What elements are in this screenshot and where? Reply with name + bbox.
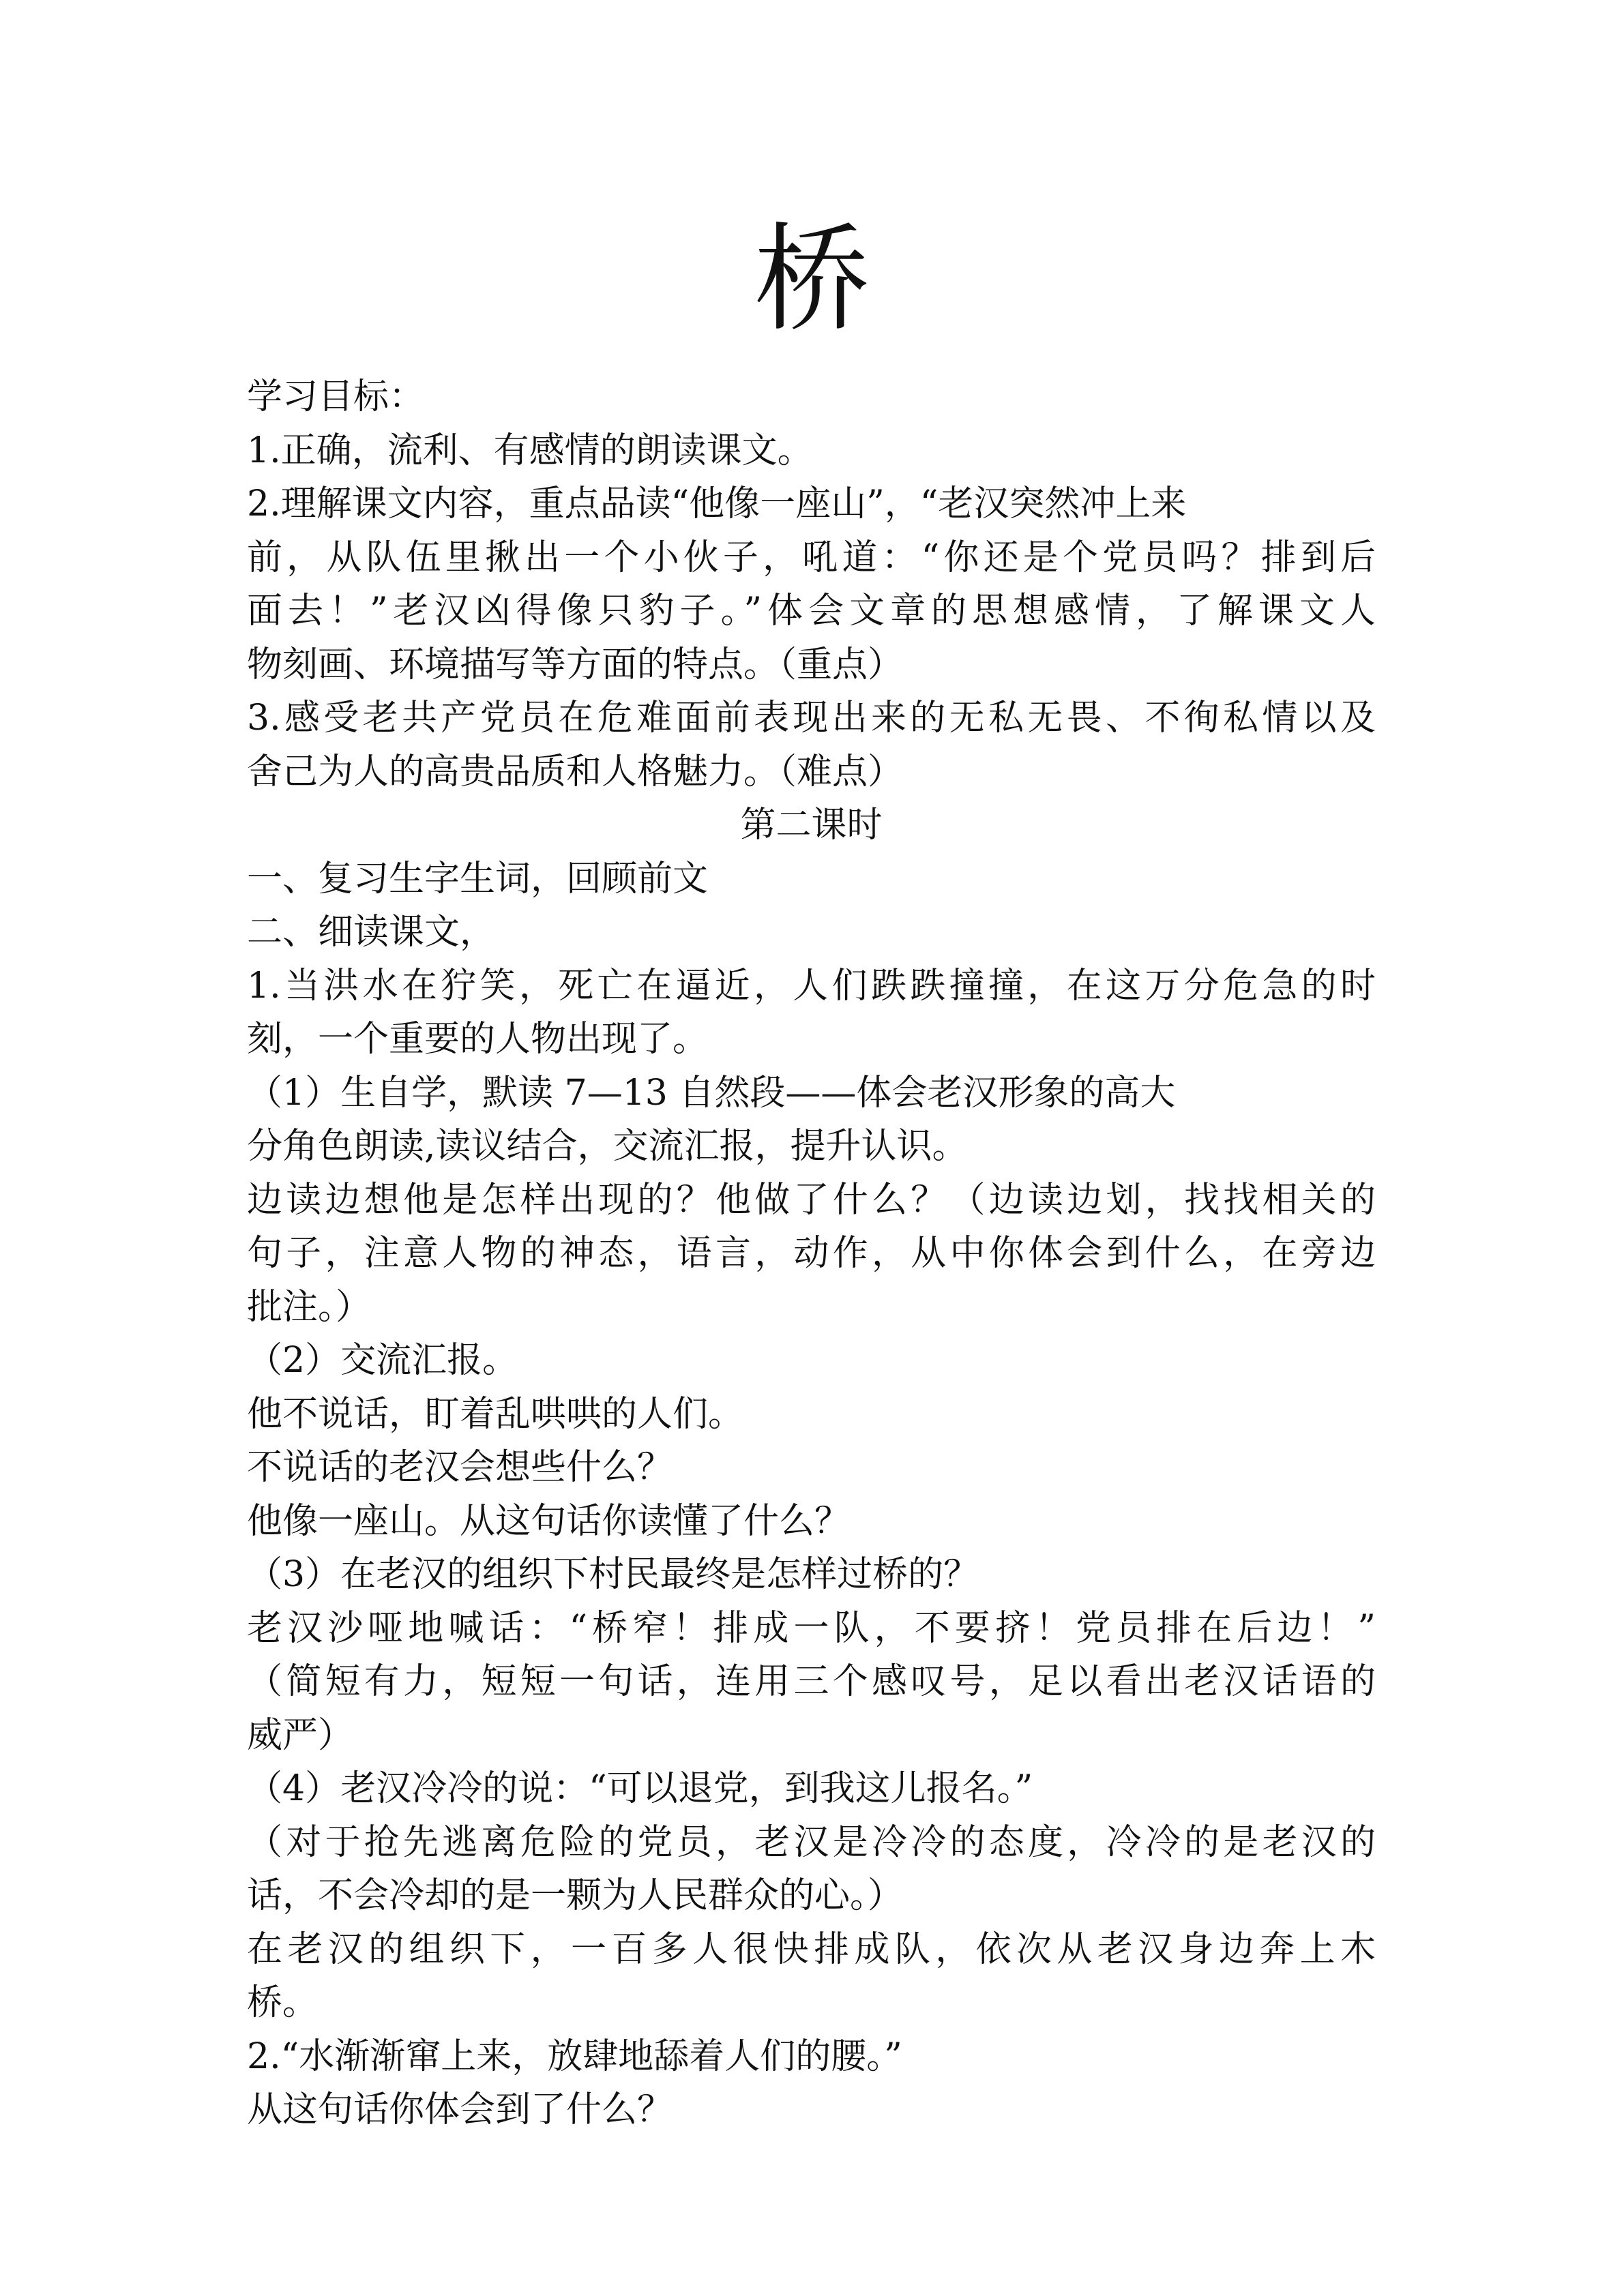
text-line: 2.“水渐渐窜上来，放肆地舔着人们的腰。” [247,2036,902,2077]
text-line: 舍己为人的高贵品质和人格魅力。（难点） [247,751,904,792]
text-line: 老汉沙哑地喊话：“桥窄！排成一队，不要挤！党员排在后边！” [247,1607,1376,1649]
text-line: 不说话的老汉会想些什么？ [247,1447,673,1488]
text-line: 物刻画、环境描写等方面的特点。（重点） [247,644,904,685]
text-line: （对于抢先逃离危险的党员，老汉是冷冷的态度，冷冷的是老汉的 [247,1821,1376,1863]
text-line: 边读边想他是怎样出现的？他做了什么？（边读边划，找找相关的 [247,1179,1376,1221]
text-line: 分角色朗读,读议结合，交流汇报，提升认识。 [247,1126,968,1167]
text-line: 一、复习生字生词，回顾前文 [247,858,709,899]
text-line: 二、细读课文， [247,912,496,953]
text-line: 面去！”老汉凶得像只豹子。”体会文章的思想感情，了解课文人 [247,591,1376,631]
text-line: 从这句话你体会到了什么？ [247,2089,673,2130]
text-line: 刻，一个重要的人物出现了。 [247,1019,709,1060]
text-line: 威严） [247,1714,354,1756]
text-line: 他像一座山。从这句话你读懂了什么？ [247,1500,851,1542]
text-line: 在老汉的组织下，一百多人很快排成队，依次从老汉身边奔上木 [247,1928,1376,1970]
text-line: （简短有力，短短一句话，连用三个感叹号，足以看出老汉话语的 [247,1661,1376,1702]
section-heading: 第二课时 [740,805,883,846]
text-line: （4）老汉冷冷的说：“可以退党，到我这儿报名。” [247,1768,1033,1809]
text-line: 他不说话，盯着乱哄哄的人们。 [247,1393,744,1435]
text-line: 3.感受老共产党员在危难面前表现出来的无私无畏、不徇私情以及 [247,698,1376,739]
text-line: 前，从队伍里揪出一个小伙子，吼道：“你还是个党员吗？排到后 [247,537,1376,578]
text-line: 2.理解课文内容，重点品读“他像一座山”，“老汉突然冲上来 [247,483,1187,524]
text-line: 1.正确，流利、有感情的朗读课文。 [247,430,813,471]
document-title: 桥 [754,212,870,347]
text-line: 桥。 [247,1982,319,2023]
text-line: 句子，注意人物的神态，语言，动作，从中你体会到什么，在旁边 [247,1233,1376,1274]
text-line: 话，不会冷却的是一颗为人民群众的心。） [247,1875,904,1916]
text-line: （3）在老汉的组织下村民最终是怎样过桥的？ [247,1554,979,1595]
text-line: 学习目标： [247,376,425,417]
text-line: 批注。） [247,1286,372,1328]
text-line: （1）生自学，默读 7—13 自然段——体会老汉形象的高大 [247,1072,1176,1114]
document-body [247,370,1376,2137]
text-line: （2）交流汇报。 [247,1340,518,1381]
text-line: 1.当洪水在狞笑，死亡在逼近，人们跌跌撞撞，在这万分危急的时 [247,965,1376,1007]
